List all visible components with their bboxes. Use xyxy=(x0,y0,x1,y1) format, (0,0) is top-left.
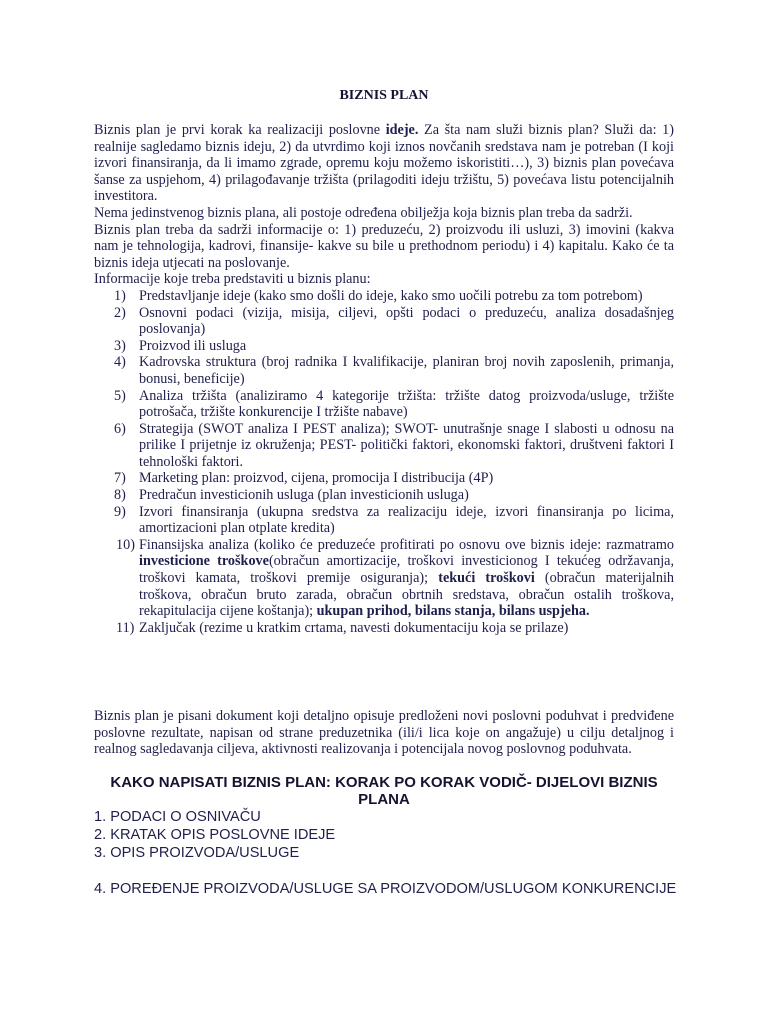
list-item-text: Strategija (SWOT analiza I PEST analiza); SWOT- unutrašnje snage I slabosti u odnosu na prilike I prijetnje iz okruženja; PEST- politički faktori, ekonomski faktori, društveni faktori I tehnološki faktori. xyxy=(139,420,674,470)
list-number: 10) xyxy=(116,536,135,553)
step-item: 3. OPIS PROIZVODA/USLUGE xyxy=(94,845,300,861)
list-item xyxy=(94,338,674,355)
list-item xyxy=(94,354,674,387)
info-list xyxy=(94,288,674,636)
paragraph-2: Nema jedinstvenog biznis plana, ali postoje određena obilježja koja biznis plan treba da sadrži. xyxy=(94,204,633,221)
intro-paragraph xyxy=(94,122,674,205)
list-item-text: (obračun materijalnih troškova, obračun bruto zarada, obračun obrtnih sredstava, obračun ostalih troškova, rekapitulacija cijene koštanja); xyxy=(139,570,674,620)
list-number: 9) xyxy=(114,503,126,520)
list-number: 2) xyxy=(114,304,126,321)
list-item-financial-analysis xyxy=(94,537,674,620)
list-item-text: Izvori finansiranja (ukupna sredstva za realizaciju ideje, izvori finansiranja po licima, amortizacioni plan otplate kredita) xyxy=(139,503,674,537)
intro-bold-word: ideje. xyxy=(385,122,419,138)
list-item-text: Osnovni podaci (vizija, misija, ciljevi, opšti podaci o preduzeću, analiza dosadašnjeg poslovanja) xyxy=(139,304,674,338)
paragraph-4: Informacije koje treba predstaviti u biznis planu: xyxy=(94,271,371,288)
list-item-text: Marketing plan: proizvod, cijena, promocija I distribucija (4P) xyxy=(139,470,494,487)
list-item-text: Predstavljanje ideje (kako smo došli do ideje, kako smo uočili potrebu za tom potrebom) xyxy=(139,287,643,304)
list-item xyxy=(94,388,674,421)
list-item-text: Kadrovska struktura (broj radnika I kvalifikacije, planiran broj novih zaposlenih, primanja, bonusi, beneficije) xyxy=(139,354,674,387)
list-item xyxy=(94,470,674,487)
section-heading: KAKO NAPISATI BIZNIS PLAN: KORAK PO KORAK VODIČ- DIJELOVI BIZNIS PLANA xyxy=(110,774,658,808)
body-text xyxy=(94,122,674,636)
list-item xyxy=(94,487,674,504)
list-item-text: Proizvod ili usluga xyxy=(139,337,247,354)
step-item: 2. KRATAK OPIS POSLOVNE IDEJE xyxy=(94,827,336,843)
list-item-text: Finansijska analiza (koliko će preduzeće profitirati po osnovu ove biznis ideje: razmatramo xyxy=(139,536,674,553)
list-number: 4) xyxy=(114,354,126,371)
list-item-conclusion xyxy=(94,620,674,637)
definition-paragraph: Biznis plan je pisani dokument koji detaljno opisuje predloženi novi poslovni poduhvat i predviđene poslovne rezultate, napisan od strane preduzetnika (ili/i lica koje on angažuje) u cilju detaljnog i realnog sagledavanja ciljeva, aktivnosti realizovanja i potencijala novog poslovnog poduhvata. xyxy=(94,708,674,758)
list-item xyxy=(94,421,674,471)
intro-text-start: Biznis plan je prvi korak ka realizaciji poslovne xyxy=(94,122,386,138)
list-number: 5) xyxy=(114,387,126,404)
list-item-text: (obračun amortizacije, troškovi investicionog I tekućeg održavanja, troškovi kamata, troškovi premije osiguranja); xyxy=(139,553,675,587)
list-number: 6) xyxy=(114,420,126,437)
list-item xyxy=(94,504,674,537)
list-item xyxy=(94,288,674,305)
list-item-text: Zaključak (rezime u kratkim crtama, navesti dokumentaciju koja se prilaze) xyxy=(139,619,569,636)
document-title: BIZNIS PLAN xyxy=(339,88,429,103)
list-number: 8) xyxy=(114,487,126,504)
list-item xyxy=(94,305,674,338)
bold-term: investicione troškove xyxy=(139,553,269,570)
list-number: 7) xyxy=(114,470,126,487)
list-item-text: Predračun investicionih usluga (plan investicionih usluga) xyxy=(139,487,469,504)
list-item-text: Analiza tržišta (analiziramo 4 kategorije tržišta: tržište datog proizvoda/usluge, tržište potrošača, tržište konkurencije I tržište nabave) xyxy=(139,387,674,421)
list-number: 3) xyxy=(114,337,126,354)
paragraph-3: Biznis plan treba da sadrži informacije o: 1) preduzeću, 2) proizvodu ili usluzi, 3) imovini (kakva nam je tehnologija, kadrovi, finansije- kakve su bile u prethodnom periodu) i 4) kapitalu. Kako će ta biznis ideja utjecati na poslovanje. xyxy=(94,221,674,271)
steps-list xyxy=(94,808,694,862)
bold-term: ukupan prihod, bilans stanja, bilans uspjeha. xyxy=(316,603,590,620)
intro-text-end: Za šta nam služi biznis plan? Služi da: 1) realnije sagledamo biznis ideju, 2) da utvrdimo koji iznos novčanih sredstava nam je potreban (I koji izvori finansiranja, da li imamo zgrade, opremu koju možemo iskoristiti…), 3) biznis plan povećava šanse za uspjehom, 4) prilagođavanje tržišta (prilagoditi ideju tržištu, 5) povećava listu potencijalnih investitora. xyxy=(94,122,674,205)
step-item-4: 4. POREĐENJE PROIZVODA/USLUGE SA PROIZVODOM/USLUGOM KONKURENCIJE xyxy=(94,881,677,897)
bold-term: tekući troškovi xyxy=(438,570,535,587)
step-item: 1. PODACI O OSNIVAČU xyxy=(94,809,261,825)
list-number: 11) xyxy=(116,619,135,636)
list-number: 1) xyxy=(114,287,126,304)
